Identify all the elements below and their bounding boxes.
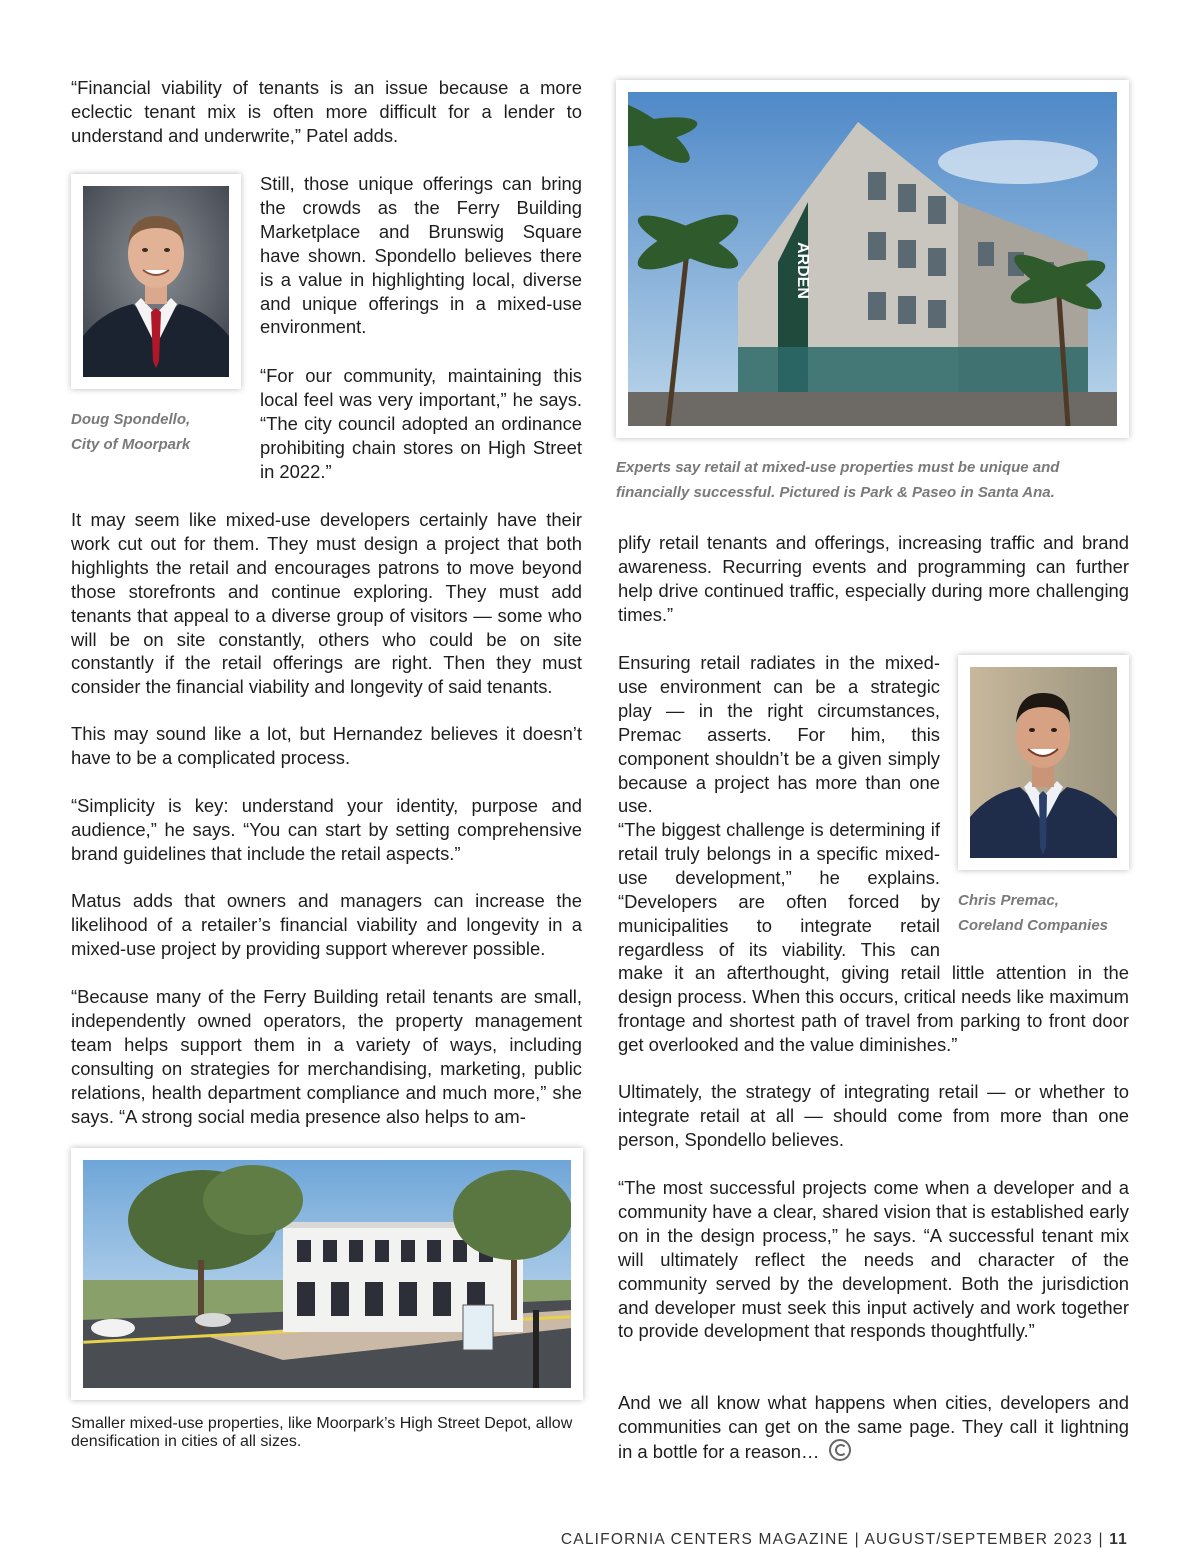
right-paragraph-3-text: “The biggest challenge is determining if retail truly belongs in a specific mixed-use development,” he explains. “Developers are often forced by municipalities to integrate retail regardless of its viability. This can make it an afterthought, giving retail little attention in the design process. When this occurs, critical needs like maximum frontage and shortest path of travel from parking to front door get overlooked and the value diminishes.” [618,819,1129,1056]
high-street-depot-image [83,1160,571,1388]
left-paragraph-2: Still, those unique offerings can bring the crowds as the Ferry Building Marketplace and Brunswig Square have shown. Spondello believes there is a value in highlighting local, diverse and unique offerings in a mixed-use environment. [260,173,582,338]
photo-park-and-paseo [616,80,1129,438]
portrait-1-caption [71,407,246,457]
arden-sign-text: ARDEN [794,242,811,299]
portrait-2-wrap-space [940,818,1129,961]
page-footer [561,1531,1128,1549]
end-of-article-icon [829,1439,851,1461]
park-and-paseo-image [628,92,1117,426]
left-paragraph-6: “Simplicity is key: understand your identity, purpose and audience,” he says. “You can start by setting comprehensive brand guidelines that include the retail aspects.” [71,795,582,864]
page-number: 11 [1109,1531,1128,1548]
portrait-doug-spondello [71,174,241,389]
portrait-1-caption-org: City of Moorpark [71,436,191,453]
right-paragraph-5: “The most successful projects come when a developer and a community have a clear, shared vision that is established early on in the design process,” he says. “A successful tenant mix will ultimately reflect the needs and character of the community served by the development. Both the jurisdiction and developer must seek this input actively and work together to provide development that responds thoughtfully.” [618,1177,1129,1342]
portrait-2-caption-name: Chris Premac, [958,892,1059,909]
left-paragraph-1: “Financial viability of tenants is an issue because a more eclectic tenant mix is often more difficult for a lender to understand and underwrite,” Patel adds. [71,77,582,146]
right-paragraph-1: plify retail tenants and offerings, increasing traffic and brand awareness. Recurring events and programming can further help drive continued traffic, especially during more challenging times.” [618,532,1129,625]
right-paragraph-3 [618,818,1129,1057]
portrait-1-caption-name: Doug Spondello, [71,411,191,428]
photo-high-street-depot [71,1148,583,1400]
left-paragraph-3: “For our community, maintaining this local feel was very important,” he says. “The city council adopted an ordinance prohibiting chain stores on High Street in 2022.” [260,365,582,482]
portrait-doug-spondello-image [83,186,229,377]
portrait-2-caption-org: Coreland Companies [958,917,1109,934]
photo-1-caption: Experts say retail at mixed-use properties must be unique and financially successful. Pictured is Park & Paseo in Santa Ana. [616,459,1060,501]
right-paragraph-2: Ensuring retail radiates in the mixed-use environment can be a strategic play — in the right circumstances, Premac asserts. For him, this component shouldn’t be a given simply because a project has more than one use. [618,652,940,817]
right-paragraph-4: Ultimately, the strategy of integrating retail — or whether to integrate retail at all — should come from more than one person, Spondello believes. [618,1081,1129,1150]
left-paragraph-5: This may sound like a lot, but Hernandez believes it doesn’t have to be a complicated process. [71,723,582,768]
footer-magazine-issue: CALIFORNIA CENTERS MAGAZINE | AUGUST/SEPTEMBER 2023 | [560,1531,1110,1548]
left-paragraph-7: Matus adds that owners and managers can increase the likelihood of a retailer’s financial viability and longevity in a mixed-use project by providing support wherever possible. [71,890,582,959]
right-paragraph-6-text: And we all know what happens when cities, developers and communities can get on the same page. They call it lightning in a bottle for a reason… [618,1392,1129,1462]
left-paragraph-4: It may seem like mixed-use developers certainly have their work cut out for them. They must design a project that both highlights the retail and encourages patrons to move beyond those storefronts and continue exploring. They must add tenants that appeal to a diverse group of visitors — some who will be on site constantly, others who could be on site constantly if the retail offerings are right. Then they must consider the financial viability and longevity of said tenants. [71,509,582,698]
right-paragraph-6 [618,1391,1129,1464]
left-paragraph-8: “Because many of the Ferry Building retail tenants are small, independently owned operators, the property management team helps support them in a variety of ways, including consulting on strategies for merchandising, marketing, public relations, health department compliance and much more,” she says. “A strong social media presence also helps to am- [71,986,582,1127]
photo-2-caption: Smaller mixed-use properties, like Moorpark’s High Street Depot, allow densification in cities of all sizes. [71,1415,573,1450]
